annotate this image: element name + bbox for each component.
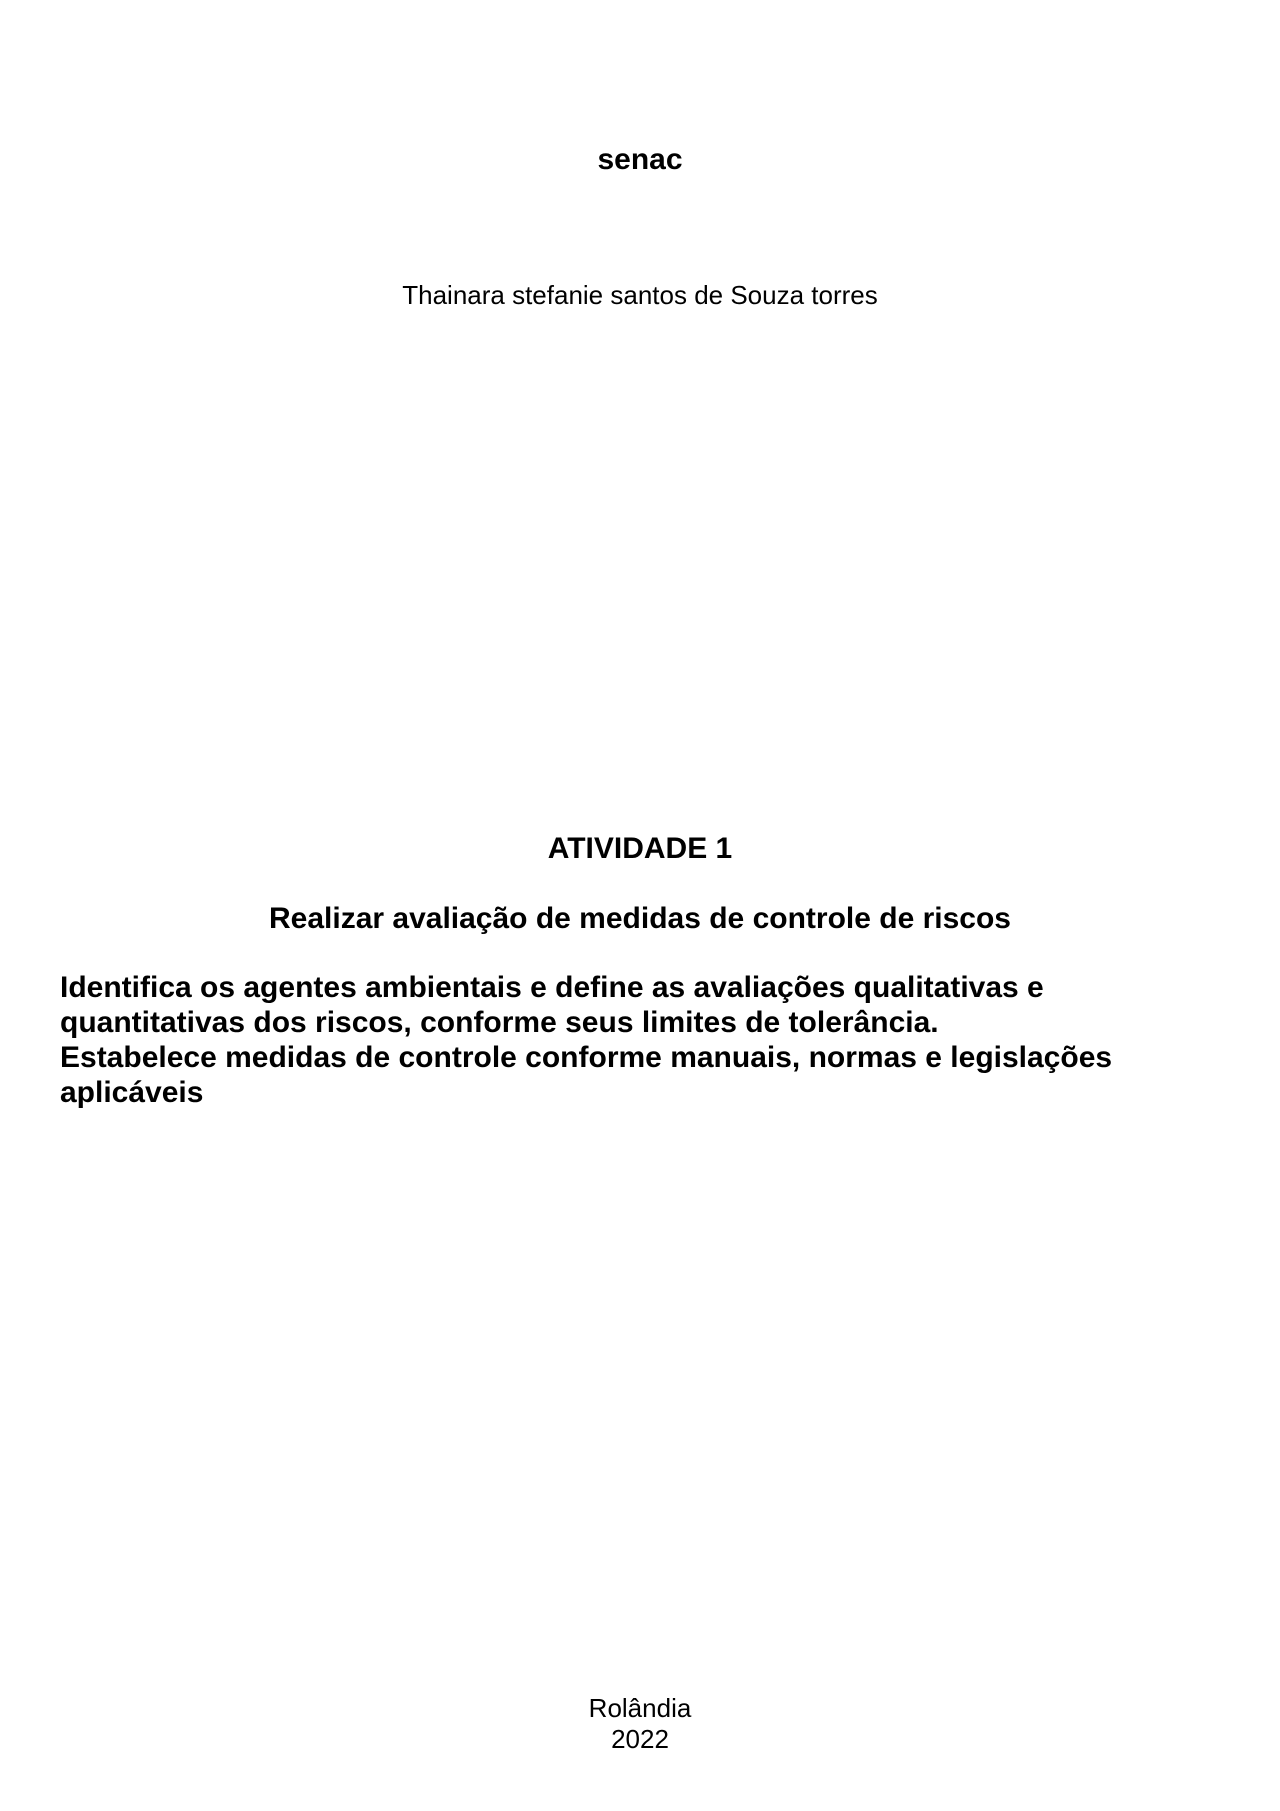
competencies-block <box>60 970 1220 1110</box>
activity-title: ATIVIDADE 1 <box>547 832 733 865</box>
competency-paragraph: Estabelece medidas de controle conforme manuais, normas e legislações aplicáveis <box>60 1041 1113 1109</box>
city: Rolândia <box>588 1693 692 1723</box>
competency-paragraph: Identifica os agentes ambientais e define as avaliações qualitativas e quantitativas dos riscos, conforme seus limites de tolerância. <box>60 971 1044 1039</box>
year: 2022 <box>611 1724 669 1754</box>
footer <box>0 1693 1280 1755</box>
activity-subtitle: Realizar avaliação de medidas de controle de riscos <box>269 902 1011 935</box>
author-name: Thainara stefanie santos de Souza torres <box>402 280 878 310</box>
institution-name: senac <box>597 143 683 176</box>
